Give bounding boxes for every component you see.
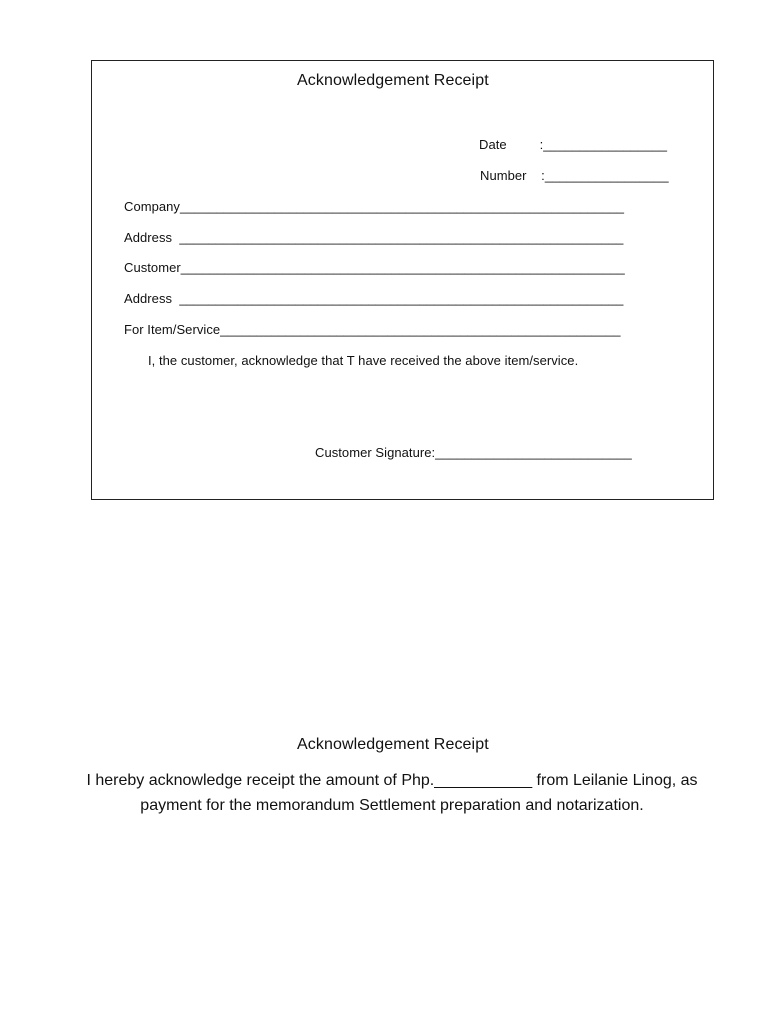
second-receipt-line-1: I hereby acknowledge receipt the amount of Php.___________ from Leilanie Linog, as <box>86 772 698 789</box>
second-receipt-title: Acknowledgement Receipt <box>297 736 489 753</box>
address-field-1: Address _____________________________________________________________ <box>124 230 624 245</box>
date-field: Date :_________________ <box>479 137 668 152</box>
acknowledgement-statement: I, the customer, acknowledge that T have received the above item/service. <box>148 353 579 368</box>
receipt-form-box <box>91 60 714 500</box>
company-field: Company_____________________________________________________________ <box>124 199 625 214</box>
customer-field: Customer_____________________________________________________________ <box>124 260 625 275</box>
item-service-field: For Item/Service_______________________________________________________ <box>124 322 621 337</box>
receipt-title: Acknowledgement Receipt <box>297 72 489 89</box>
number-field: Number :_________________ <box>480 168 669 183</box>
second-receipt-body <box>70 768 714 818</box>
second-receipt-line-2: payment for the memorandum Settlement preparation and notarization. <box>140 797 644 814</box>
address-field-2: Address _____________________________________________________________ <box>124 291 624 306</box>
customer-signature-field: Customer Signature:___________________________ <box>315 445 632 460</box>
